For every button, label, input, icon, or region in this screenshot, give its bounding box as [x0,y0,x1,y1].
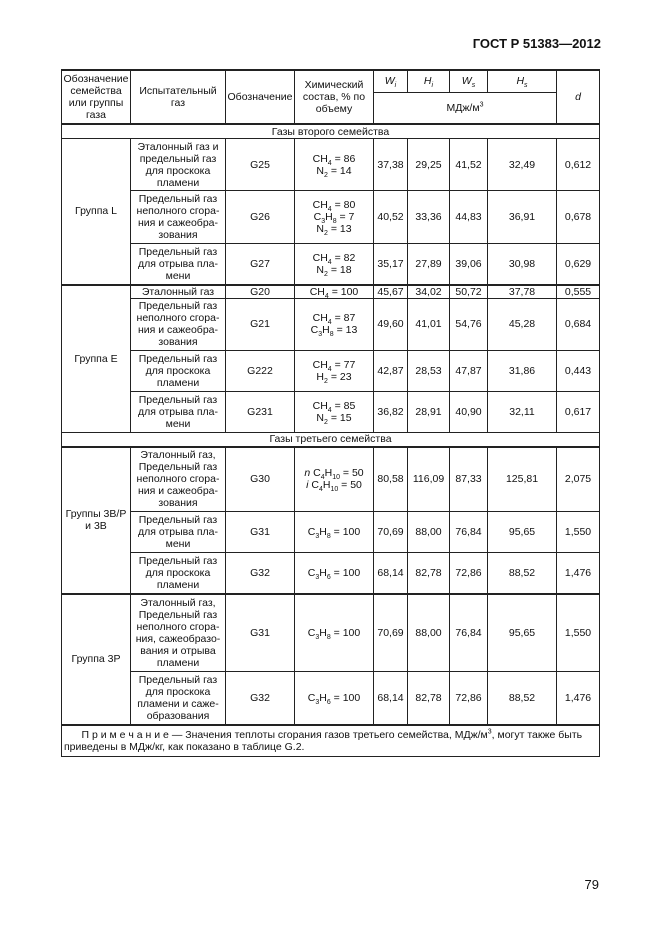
d-value: 0,629 [557,244,600,285]
table-note: П р и м е ч а н и е — Значения теплоты сгорания газов третьего семейства, МДж/$м^3$, могут также быть приведены в МДж/кг, как показано в таблице G.2. [62,725,600,757]
section-second-family: Газы второго семейства [62,124,600,139]
gas-name: Предельный газ для проскока пламени и саже- образования [131,672,226,725]
gas-code: G32 [226,672,295,725]
gas-code: G222 [226,350,295,391]
d-value: 0,678 [557,191,600,244]
gas-composition: $CH_4 = 82$ $N_2 = 18$ [295,244,374,285]
hi-value: 28,53 [408,350,450,391]
unit-cell: МДж/$м^3$ [374,92,557,124]
hs-value: 30,98 [488,244,557,285]
hs-value: 32,11 [488,391,557,432]
gas-code: G21 [226,298,295,350]
ws-value: 41,52 [450,139,488,191]
note-row [62,725,600,757]
hi-value: 29,25 [408,139,450,191]
table-row [62,391,600,432]
gas-name: Предельный газ для проскока пламени [131,553,226,594]
table-row [62,350,600,391]
d-value: 1,476 [557,553,600,594]
ws-value: 39,06 [450,244,488,285]
d-value: 0,612 [557,139,600,191]
gas-code: G30 [226,447,295,512]
col-d: d [557,70,600,124]
d-value: 2,075 [557,447,600,512]
hi-value: 34,02 [408,285,450,299]
gas-composition: $CH_4 = 80$ $C_3H_8 = 7$ $N_2 = 13$ [295,191,374,244]
wi-value: 35,17 [374,244,408,285]
d-value: 0,617 [557,391,600,432]
hi-value: 88,00 [408,594,450,672]
wi-value: 68,14 [374,553,408,594]
hi-value: 33,36 [408,191,450,244]
ws-value: 87,33 [450,447,488,512]
group-3p: Группа 3Р [62,594,131,725]
group-l: Группа L [62,139,131,285]
col-test-gas: Испытательный газ [131,70,226,124]
gas-composition: $CH_4 = 85$ $N_2 = 15$ [295,391,374,432]
gas-composition: $C_3H_6 = 100$ [295,672,374,725]
section-row [62,432,600,447]
ws-value: 76,84 [450,594,488,672]
wi-value: 70,69 [374,594,408,672]
gas-name: Эталонный газ [131,285,226,299]
hs-value: 36,91 [488,191,557,244]
hs-value: 37,78 [488,285,557,299]
d-value: 1,550 [557,512,600,553]
col-ws: $W_s$ [450,70,488,92]
ws-value: 54,76 [450,298,488,350]
hi-value: 88,00 [408,512,450,553]
gas-code: G231 [226,391,295,432]
ws-value: 76,84 [450,512,488,553]
section-third-family: Газы третьего семейства [62,432,600,447]
gas-name: Предельный газ для отрыва пла- мени [131,391,226,432]
group-e: Группа E [62,285,131,433]
wi-value: 70,69 [374,512,408,553]
wi-value: 49,60 [374,298,408,350]
ws-value: 72,86 [450,553,488,594]
gas-composition: $C_3H_6 = 100$ [295,553,374,594]
hs-value: 88,52 [488,553,557,594]
col-wi: $W_i$ [374,70,408,92]
gas-name: Предельный газ для отрыва пла- мени [131,512,226,553]
ws-value: 44,83 [450,191,488,244]
d-value: 0,684 [557,298,600,350]
gas-composition: $C_3H_8 = 100$ [295,594,374,672]
table-row [62,447,600,512]
col-hi: $H_i$ [408,70,450,92]
d-value: 0,443 [557,350,600,391]
gas-composition: $CH_4 = 86$ $N_2 = 14$ [295,139,374,191]
gas-composition: $CH_4 = 77$ $H_2 = 23$ [295,350,374,391]
hi-value: 82,78 [408,672,450,725]
gas-composition: n $C_4H_{10} = 50$ i $C_4H_{10} = 50$ [295,447,374,512]
gas-code: G26 [226,191,295,244]
table-row [62,285,600,299]
ws-value: 50,72 [450,285,488,299]
test-gas-table [61,69,600,757]
ws-value: 47,87 [450,350,488,391]
ws-value: 40,90 [450,391,488,432]
gas-name: Предельный газ неполного сгора- ния и сажеобра- зования [131,191,226,244]
table-row [62,244,600,285]
d-value: 1,476 [557,672,600,725]
hi-value: 116,09 [408,447,450,512]
gas-name: Предельный газ для отрыва пла- мени [131,244,226,285]
gas-code: G31 [226,512,295,553]
document-header: ГОСТ Р 51383—2012 [472,36,601,51]
gas-code: G25 [226,139,295,191]
table-row [62,512,600,553]
table-row [62,139,600,191]
table-row [62,298,600,350]
gas-code: G32 [226,553,295,594]
hs-value: 95,65 [488,512,557,553]
col-hs: $H_s$ [488,70,557,92]
wi-value: 42,87 [374,350,408,391]
hs-value: 31,86 [488,350,557,391]
table-row [62,672,600,725]
hs-value: 32,49 [488,139,557,191]
d-value: 0,555 [557,285,600,299]
gas-name: Предельный газ неполного сгора- ния и сажеобра- зования [131,298,226,350]
table-row [62,553,600,594]
gas-composition: $CH_4 = 87$ $C_3H_8 = 13$ [295,298,374,350]
table-row [62,594,600,672]
gas-name: Предельный газ для проскока пламени [131,350,226,391]
gas-name: Эталонный газ, Предельный газ неполного сгора- ния и сажеобра- зования [131,447,226,512]
d-value: 1,550 [557,594,600,672]
gas-code: G31 [226,594,295,672]
col-family: Обозначение семейства или группы газа [62,70,131,124]
section-row [62,124,600,139]
col-composition: Химический состав, % по объему [295,70,374,124]
gas-name: Эталонный газ, Предельный газ неполного сгора- ния, сажеобразо- вания и отрыва пламени [131,594,226,672]
wi-value: 40,52 [374,191,408,244]
col-designation: Обозначение [226,70,295,124]
wi-value: 45,67 [374,285,408,299]
hs-value: 88,52 [488,672,557,725]
gas-code: G27 [226,244,295,285]
gas-code: G20 [226,285,295,299]
group-3b-p: Группы 3В/Р и 3В [62,447,131,594]
wi-value: 36,82 [374,391,408,432]
wi-value: 80,58 [374,447,408,512]
ws-value: 72,86 [450,672,488,725]
table-row [62,191,600,244]
page-number: 79 [584,877,599,892]
gas-composition: $C_3H_8 = 100$ [295,512,374,553]
hs-value: 125,81 [488,447,557,512]
hi-value: 27,89 [408,244,450,285]
hi-value: 28,91 [408,391,450,432]
hi-value: 82,78 [408,553,450,594]
wi-value: 37,38 [374,139,408,191]
wi-value: 68,14 [374,672,408,725]
gas-name: Эталонный газ и предельный газ для проскока пламени [131,139,226,191]
header-row [62,70,600,92]
gas-composition: $CH_4 = 100$ [295,285,374,299]
hs-value: 95,65 [488,594,557,672]
hi-value: 41,01 [408,298,450,350]
hs-value: 45,28 [488,298,557,350]
